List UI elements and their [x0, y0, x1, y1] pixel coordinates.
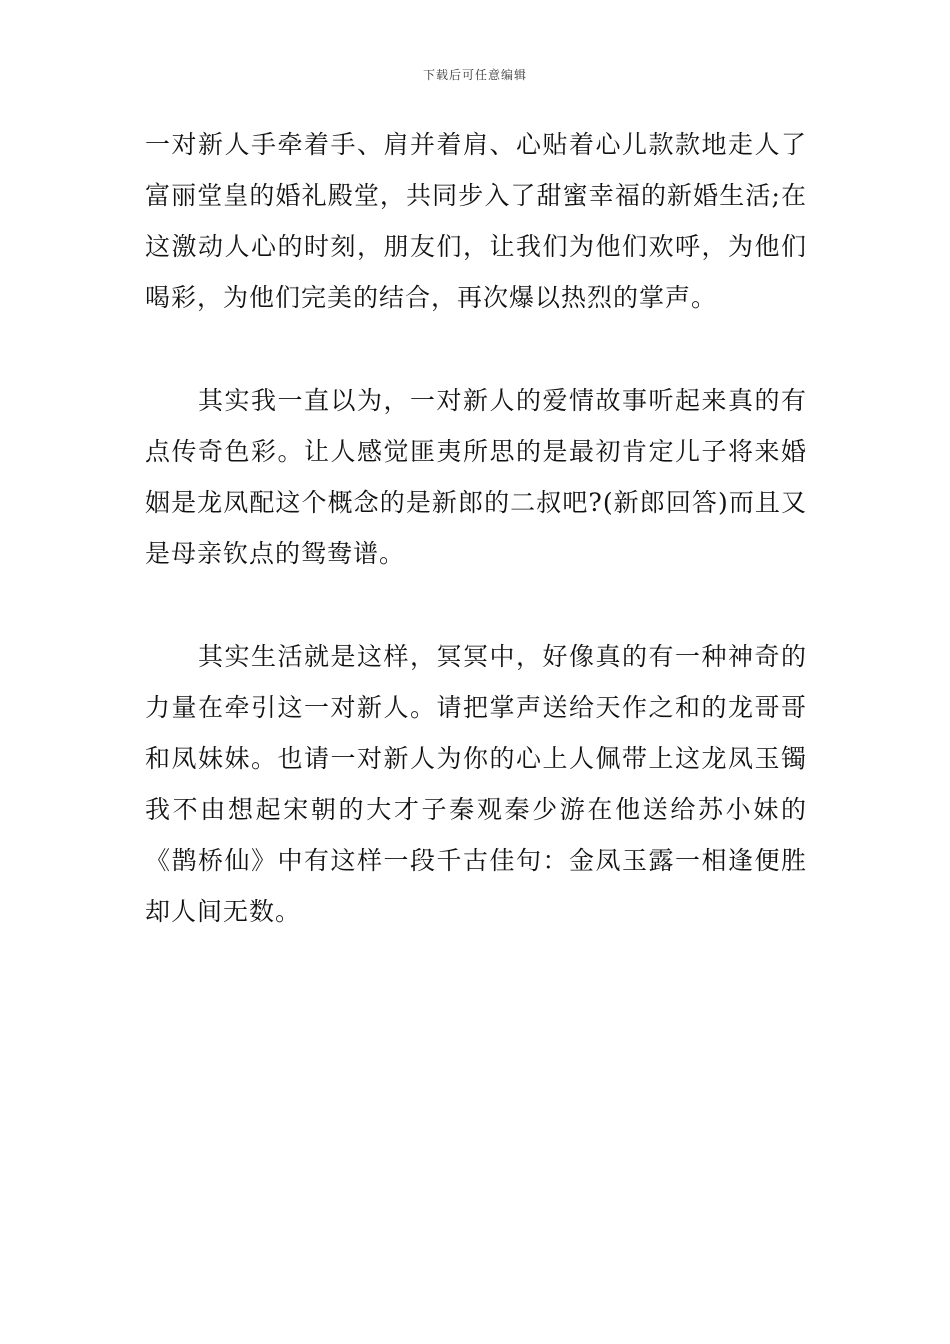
paragraph-line: 姻是龙凤配这个概念的是新郎的二叔吧?(新郎回答)而且又: [145, 488, 807, 517]
paragraph-line: 《鹊桥仙》中有这样一段千古佳句：金凤玉露一相逢便胜: [145, 846, 807, 875]
paragraph-line: 却人间无数。: [145, 897, 302, 926]
paragraph-line: 力量在牵引这一对新人。请把掌声送给天作之和的龙哥哥: [145, 693, 807, 722]
paragraph-line: 我不由想起宋朝的大才子秦观秦少游在他送给苏小妹的: [145, 795, 807, 824]
paragraph-line: 是母亲钦点的鸳鸯谱。: [145, 539, 406, 568]
document-body: [145, 124, 807, 942]
paragraph-line: 富丽堂皇的婚礼殿堂，共同步入了甜蜜幸福的新婚生活;在: [145, 181, 807, 210]
paragraph-line: 其实我一直以为，一对新人的爱情故事听起来真的有: [145, 386, 807, 415]
paragraph-line: 和凤妹妹。也请一对新人为你的心上人佩带上这龙凤玉镯: [145, 744, 807, 773]
paragraph-line: 喝彩，为他们完美的结合，再次爆以热烈的掌声。: [145, 283, 718, 312]
paragraph-spacer: [145, 584, 807, 636]
paragraph-spacer: [145, 328, 807, 380]
paragraph-line: 这激动人心的时刻，朋友们，让我们为他们欢呼，为他们: [145, 232, 807, 261]
paragraph-line: 点传奇色彩。让人感觉匪夷所思的是最初肯定儿子将来婚: [145, 437, 807, 466]
paragraph-2: [145, 380, 807, 575]
header-note: 下载后可任意编辑: [422, 68, 527, 82]
paragraph-1: [145, 124, 807, 319]
paragraph-3: [145, 636, 807, 933]
paragraph-line: 其实生活就是这样，冥冥中，好像真的有一种神奇的: [145, 642, 807, 671]
paragraph-line: 一对新人手牵着手、肩并着肩、心贴着心儿款款地走人了: [145, 130, 807, 159]
